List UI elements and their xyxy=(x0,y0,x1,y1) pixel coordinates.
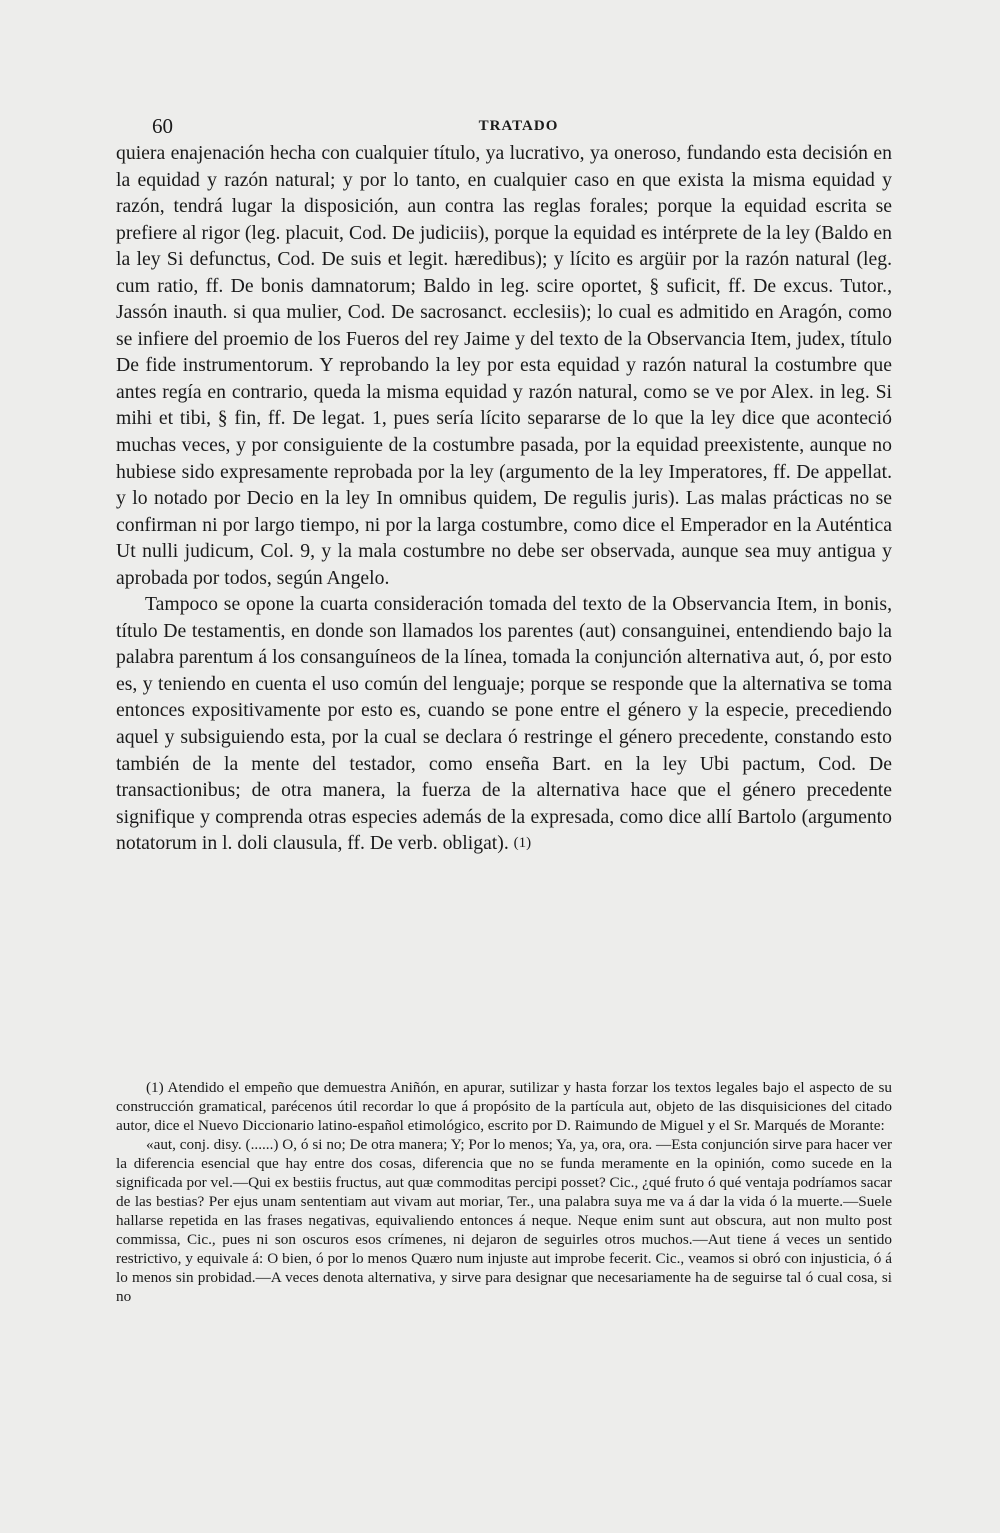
footnote-block xyxy=(116,1078,892,1306)
page-number: 60 xyxy=(152,114,173,138)
paragraph-2 xyxy=(116,591,892,856)
page-header xyxy=(152,114,885,142)
paragraph-2-text: Tampoco se opone la cuarta consideración tomada del texto de la Observancia Item, in bonis, título De testamentis, en donde son llamados los parentes (aut) consanguinei, entendiendo bajo la palabra parentum á los consanguíneos de la línea, tomada la conjunción alternativa aut, ó, por esto es, y teniendo en cuenta el uso común del lenguaje; porque se responde que la alternativa se toma entonces expositivamente por esto es, cuando se pone entre el género y la especie, precediendo aquel y subsiguiendo esta, por la cual se declara ó restringe el género precedente, constando esto también de la mente del testador, como enseña Bart. en la ley Ubi pactum, Cod. De transactionibus; de otra manera, la fuerza de la alternativa hace que el género precedente signifique y comprenda otras especies además de la expresada, como dice allí Bartolo (argumento notatorum in l. doli clausula, ff. De verb. obligat). xyxy=(116,593,892,855)
main-text xyxy=(116,140,892,857)
running-title: TRATADO xyxy=(478,118,559,134)
paragraph-1: quiera enajenación hecha con cualquier título, ya lucrativo, ya oneroso, fundando esta decisión en la equidad y razón natural; y por lo tanto, en cualquier caso en que exista la misma equidad y razón, tendrá lugar la disposición, aun contra las reglas forales; porque la equidad escrita se prefiere al rigor (leg. placuit, Cod. De judiciis), porque la equidad es intérprete de la ley (Baldo en la ley Si defunctus, Cod. De suis et legit. hæredibus); y lícito es argüir por la razón natural (leg. cum ratio, ff. De bonis damnatorum; Baldo in leg. scire oportet, § suficit, ff. De excus. Tutor., Jassón inauth. si qua mulier, Cod. De sacrosanct. ecclesiis); lo cual es admitido en Aragón, como se infiere del proemio de los Fueros del rey Jaime y del texto de la Observancia Item, judex, título De fide instrumentorum. Y reprobando la ley por esta equidad y razón natural la costumbre que antes regía en contrario, queda la misma equidad y razón natural, como se ve por Alex. in leg. Si mihi et tibi, § fin, ff. De legat. 1, pues sería lícito separarse de lo que la ley dice que aconteció muchas veces, y por consiguiente de la costumbre pasada, por la equidad preexistente, aunque no hubiese sido expresamente reprobada por la ley (argumento de la ley Imperatores, ff. De appellat. y lo notado por Decio en la ley In omnibus quidem, De regulis juris). Las malas prácticas no se confirman ni por largo tiempo, ni por la larga costumbre, como dice el Emperador en la Auténtica Ut nulli judicum, Col. 9, y la mala costumbre no debe ser observada, aunque sea muy antigua y aprobada por todos, según Angelo. xyxy=(116,142,892,589)
footnote-paragraph-2: «aut, conj. disy. (......) O, ó si no; De otra manera; Y; Por lo menos; Ya, ya, ora, ora. —Esta conjunción sirve para hacer ver la diferencia esencial que hay entre dos cosas, diferencia que no se funda meramente en la opinión, como sucede en la significada por vel.—Qui ex bestiis fructus, aut quæ commoditas percipi posset? Cic., ¿qué fruto ó qué ventaja podríamos sacar de las bestias? Per ejus unam sententiam aut vivam aut moriar, Ter., una palabra suya me va á dar la vida ó la muerte.—Suele hallarse repetida en las frases negativas, equivaliendo entonces á neque. Neque enim sunt aut obscura, aut non multo post commissa, Cic., pues ni son oscuros esos crímenes, ni dejaron de seguirles otros muchos.—Aut tiene á veces un sentido restrictivo, y equivale á: O bien, ó por lo menos Quæro num injuste aut improbe fecerit. Cic., veamos si obró con injusticia, ó á lo menos sin probidad.—A veces denota alternativa, y sirve para designar que necesariamente ha de seguirse tal ó cual cosa, si no xyxy=(116,1136,892,1305)
footnote-paragraph-1: (1) Atendido el empeño que demuestra Aniñón, en apurar, sutilizar y hasta forzar los textos legales bajo el aspecto de su construcción gramatical, parécenos útil recordar lo que á propósito de la partícula aut, objeto de las disquisiciones del citado autor, dice el Nuevo Diccionario latino-español etimológico, escrito por D. Raimundo de Miguel y el Sr. Marqués de Morante: xyxy=(116,1079,892,1134)
footnote-reference: (1) xyxy=(513,835,532,852)
